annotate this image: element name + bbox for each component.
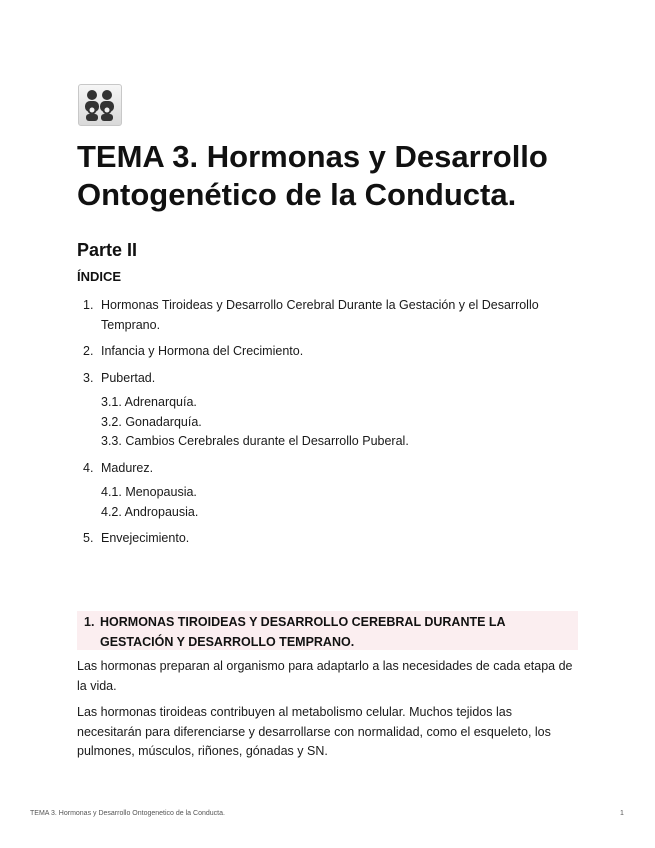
table-of-contents [77, 296, 577, 556]
section-title: HORMONAS TIROIDEAS Y DESARROLLO CEREBRAL DURANTE LA GESTACIÓN Y DESARROLLO TEMPRANO. [100, 615, 506, 649]
people-icon [78, 84, 122, 126]
page-number: 1 [620, 810, 624, 817]
toc-item-number: 3. [83, 370, 94, 385]
section-heading-box [77, 611, 578, 650]
part-subtitle: Parte II [77, 240, 138, 260]
toc-item-number: 1. [83, 298, 94, 312]
index-heading: ÍNDICE [77, 269, 122, 284]
toc-item-label: Hormonas Tiroideas y Desarrollo Cerebral Durante la Gestación y el Desarrollo Temprano. [101, 298, 539, 332]
toc-item [77, 459, 577, 523]
toc-subitem: 3.3. Cambios Cerebrales durante el Desarrollo Puberal. [101, 434, 409, 448]
toc-item [77, 529, 577, 549]
toc-item-number: 4. [83, 460, 94, 475]
toc-item-number: 5. [83, 531, 94, 545]
toc-subitem: 4.1. Menopausia. [101, 485, 197, 499]
toc-item [77, 342, 577, 362]
toc-sublist [101, 483, 577, 522]
toc-item [77, 369, 577, 452]
page-title: TEMA 3. Hormonas y Desarrollo Ontogenético de la Conducta. [77, 139, 548, 212]
toc-subitem: 3.2. Gonadarquía. [101, 414, 202, 429]
toc-item-label: Infancia y Hormona del Crecimiento. [101, 344, 304, 358]
toc-item [77, 296, 577, 335]
toc-item-label: Pubertad. [101, 370, 156, 385]
paragraph: Las hormonas preparan al organismo para adaptarlo a las necesidades de cada etapa de la vida. [77, 659, 573, 693]
paragraph: Las hormonas tiroideas contribuyen al metabolismo celular. Muchos tejidos las necesitarán para diferenciarse y desarrollarse con normalidad, como el esqueleto, los pulmones, músculos, riñones, gónadas y SN. [77, 705, 551, 758]
toc-item-number: 2. [83, 344, 94, 358]
toc-sublist [101, 393, 577, 452]
toc-item-label: Envejecimiento. [101, 531, 190, 545]
toc-subitem: 4.2. Andropausia. [101, 504, 199, 519]
toc-subitem: 3.1. Adrenarquía. [101, 395, 197, 409]
section-number: 1. [84, 615, 95, 629]
toc-item-label: Madurez. [101, 460, 154, 475]
footer-text: TEMA 3. Hormonas y Desarrollo Ontogenetico de la Conducta. [30, 810, 225, 817]
